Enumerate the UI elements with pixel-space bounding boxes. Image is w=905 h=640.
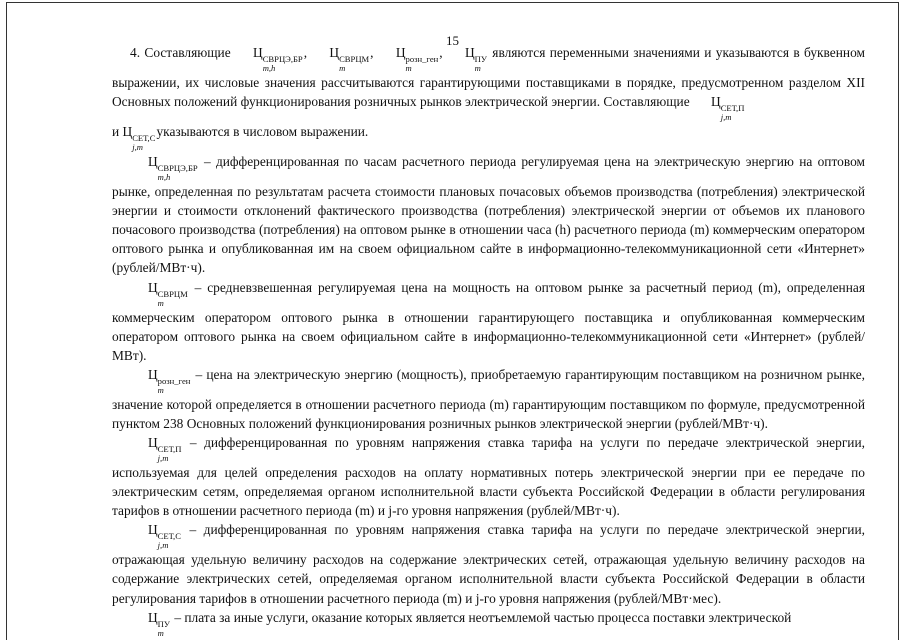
- paragraph-components-intro-cont: и Ц СЕТ,С j,m указываются в числовом выражении.: [112, 124, 369, 153]
- p2-text: – дифференцированная по часам расчетного периода регулируемая цена на электрическую энергию на оптовом рынке, определенная по результатам расчета стоимости плановых почасовых объемов производства (потребления) электрической энергии и стоимости отклонений фактического производства (потребления) электрической энергии от объемов их планового почасового производства (потребления) на оптовом рынке в отношении часа (h) расчетного периода (m) коммерческим оператором оптового рынка и опубликованная им на своем официальном сайте в информационно-телекоммуникационной сети «Интернет» (рублей/МВт·ч).: [112, 154, 865, 276]
- scan-border-left: [6, 2, 7, 640]
- symbol-set-p: Ц СЕТ,П j,m: [711, 94, 745, 123]
- p1-lead-text: 4. Составляющие: [130, 45, 236, 60]
- p6-text: – дифференцированная по уровням напряжения ставка тарифа на услуги по передаче электрической энергии, отражающая удельную величину расходов на содержание электрических сетей, отражающая удельную величину расходов на содержание электрических сетей, определяемая органом исполнительной власти субъекта Российской Федерации в области регулирования тарифов в отношении расчетного периода (m) и j-го уровня напряжения (рублей/МВт·мес).: [112, 522, 865, 606]
- symbol-rozn-gen: Ц розн_ген m: [148, 366, 191, 395]
- p1-tail-text: указываются в числовом выражении.: [156, 124, 369, 140]
- document-body: [112, 43, 865, 638]
- symbol-svrcm: Ц СВРЦМ m: [148, 279, 188, 308]
- symbol-svrcm: Ц СВРЦМ m: [329, 45, 370, 73]
- symbol-set-s: Ц СЕТ,С j,m: [122, 124, 156, 153]
- symbol-svrcz-br: Ц СВРЦЭ,БР m,h: [148, 154, 198, 183]
- symbol-set-s: Ц СЕТ,С j,m: [148, 522, 181, 551]
- p4-text: – цена на электрическую энергию (мощность), приобретаемую гарантирующим поставщиком на розничном рынке, значение которой определяется в отношении расчетного периода (m) гарантирующим поставщиком по формуле, предусмотренной пунктом 238 Основных положений функционирования розничных рынков электрической энергии (рублей/МВт·ч).: [112, 366, 865, 431]
- p7-text: – плата за иные услуги, оказание которых является неотъемлемой частью процесса поставки электрической: [170, 609, 792, 625]
- paragraph-svrcz-br-definition: [112, 152, 865, 277]
- symbol-pu: Ц ПУ m: [464, 45, 487, 73]
- paragraph-svrcm-definition: [112, 278, 865, 365]
- symbol-set-p: Ц СЕТ,П j,m: [148, 435, 182, 464]
- paragraph-rozn-gen-definition: [112, 365, 865, 433]
- paragraph-components-intro: 4. Составляющие Ц СВРЦЭ,БР m,h , Ц СВРЦМ m , Ц розн_ген m , Ц ПУ m являются переменными значениями и указываются в буквенном выражении, их числовые значения рассчитываются гарантирующими поставщиками в порядке, предусмотренном разделом XII Основных положений функционирования розничных рынков электрической энергии. Составляющие Ц СЕТ,П j,m: [112, 45, 865, 123]
- scan-border-right: [898, 2, 899, 640]
- scan-border-top: [6, 2, 899, 3]
- symbol-svrcz-br: Ц СВРЦЭ,БР m,h: [253, 45, 303, 73]
- page-number: 15: [446, 33, 459, 48]
- symbol-rozn-gen: Ц розн_ген m: [395, 45, 439, 73]
- p5-text: – дифференцированная по уровням напряжения ставка тарифа на услуги по передаче электрической энергии, используемая для целей определения расходов на оплату нормативных потерь электрической энергии при ее передаче по электрическим сетям, определяемая органом исполнительной власти субъекта Российской Федерации в области регулирования тарифов в отношении расчетного периода (m) и j-го уровня напряжения (рублей/МВт·ч).: [112, 435, 865, 519]
- p3-text: – средневзвешенная регулируемая цена на мощность на оптовом рынке за расчетный период (m), определенная коммерческим оператором оптового рынка в отношении гарантирующего поставщика и опубликованная коммерческим оператором оптового рынка на своем официальном сайте в информационно-телекоммуникационной сети «Интернет» (рублей/МВт).: [112, 279, 865, 363]
- paragraph-set-p-definition: [112, 433, 865, 520]
- paragraph-set-s-definition: [112, 520, 865, 607]
- symbol-pu: Ц ПУ m: [148, 609, 170, 638]
- p1-body-text: являются переменными значениями и указываются в буквенном выражении, их числовые значения рассчитываются гарантирующими поставщиками в порядке, предусмотренном разделом XII Основных положений функционирования розничных рынков электрической энергии. Составляющие: [112, 45, 865, 110]
- paragraph-pu-definition: [112, 608, 865, 638]
